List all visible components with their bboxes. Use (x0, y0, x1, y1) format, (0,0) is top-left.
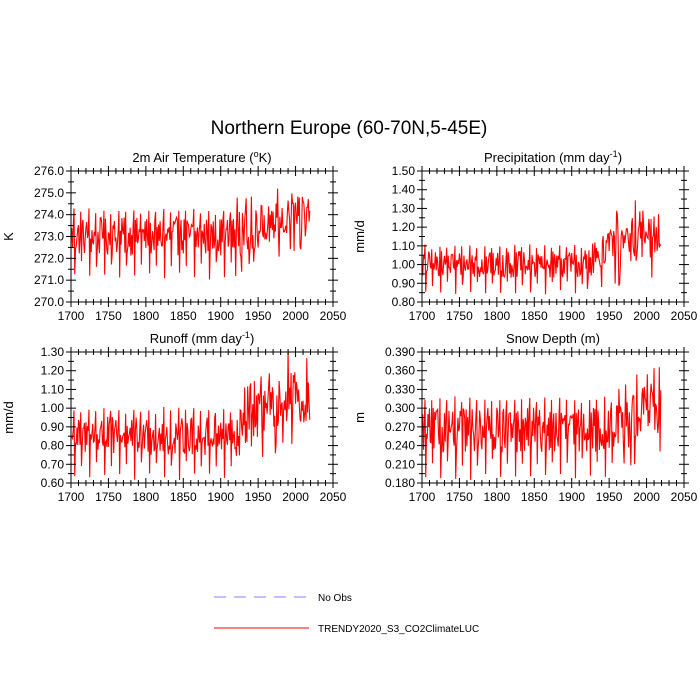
runoff-xtick-label: 1700 (57, 490, 85, 504)
precipitation-xtick-label: 1850 (520, 309, 548, 323)
precipitation-xtick-label: 2050 (670, 309, 698, 323)
precipitation-ytick-label: 1.10 (391, 238, 415, 253)
runoff-ytick-label: 1.20 (40, 363, 64, 378)
temperature-ytick-label: 272.0 (33, 251, 64, 266)
runoff-ytick-label: 0.70 (40, 457, 64, 472)
runoff-title (150, 330, 255, 346)
legend-label-no-obs: No Obs (318, 593, 352, 604)
snow-depth-title (506, 331, 600, 346)
snow-depth-ylabel: m (352, 412, 367, 423)
precipitation-ytick-label: 1.50 (391, 164, 415, 178)
runoff-xtick-label: 1800 (132, 490, 160, 504)
runoff-xtick-label: 2050 (319, 490, 347, 504)
snow-depth-title-main: Snow Depth (m) (506, 331, 600, 346)
temperature-xtick-label: 2000 (282, 309, 309, 323)
snow-depth-xtick-label: 1900 (558, 490, 586, 504)
temperature-xtick-label: 1750 (95, 309, 122, 323)
precipitation-title-tail: ) (617, 150, 623, 165)
precipitation-xtick-label: 1800 (483, 309, 511, 323)
temperature-xtick-label: 2050 (319, 309, 347, 323)
precipitation-xtick-label: 1750 (446, 309, 473, 323)
precipitation-xtick-label: 2000 (633, 309, 660, 323)
snow-depth-ytick-label: 0.180 (384, 476, 415, 490)
temperature-xtick-label: 1850 (169, 309, 197, 323)
precipitation-xtick-label: 1700 (408, 309, 436, 323)
temperature-ytick-label: 273.0 (33, 229, 64, 244)
runoff-xtick-label: 1850 (169, 490, 197, 504)
snow-depth-xtick-label: 1700 (408, 490, 436, 504)
runoff-ytick-label: 1.10 (40, 382, 64, 397)
legend-label-trendy: TRENDY2020_S3_CO2ClimateLUC (318, 624, 480, 635)
temperature-xtick-label: 1950 (244, 309, 272, 323)
snow-depth-xtick-label: 2050 (670, 490, 698, 504)
precipitation-xtick-label: 1950 (595, 309, 623, 323)
snow-depth-xtick-label: 2000 (633, 490, 660, 504)
runoff-ylabel: mm/d (1, 401, 16, 434)
precipitation-ytick-label: 1.20 (391, 220, 415, 235)
precipitation-series-0 (423, 200, 661, 294)
runoff-ytick-label: 1.30 (40, 345, 64, 359)
snow-depth-xtick-label: 1850 (520, 490, 548, 504)
snow-depth-ytick-label: 0.300 (384, 401, 415, 416)
snow-depth-ytick-label: 0.360 (384, 363, 415, 378)
precipitation-ytick-label: 1.40 (391, 182, 415, 197)
temperature-xtick-label: 1700 (57, 309, 85, 323)
temperature-ytick-label: 276.0 (33, 164, 64, 178)
precipitation-frame (422, 171, 684, 302)
precipitation-title-main: Precipitation (mm day (483, 150, 610, 165)
snow-depth-xtick-label: 1800 (483, 490, 511, 504)
temperature-xtick-label: 1900 (207, 309, 235, 323)
snow-depth-series-0 (423, 367, 661, 480)
precipitation-ylabel: mm/d (352, 220, 367, 253)
temperature-ylabel: K (1, 232, 16, 241)
runoff-ytick-label: 0.90 (40, 419, 64, 434)
panel-temperature (1, 149, 347, 323)
temperature-title (132, 149, 271, 165)
runoff-ytick-label: 0.60 (40, 476, 64, 490)
temperature-ytick-label: 270.0 (33, 295, 64, 309)
precipitation-ytick-label: 1.00 (391, 257, 415, 272)
snow-depth-ytick-label: 0.390 (384, 345, 415, 359)
panel-snow-depth (352, 331, 698, 504)
runoff-xtick-label: 1750 (95, 490, 122, 504)
runoff-series-0 (72, 350, 310, 480)
runoff-xtick-label: 2000 (282, 490, 309, 504)
legend (214, 593, 479, 635)
runoff-ytick-label: 1.00 (40, 401, 64, 416)
snow-depth-xtick-label: 1750 (446, 490, 473, 504)
snow-depth-ytick-label: 0.330 (384, 382, 415, 397)
snow-depth-ytick-label: 0.210 (384, 457, 415, 472)
panel-precipitation (352, 149, 698, 323)
temperature-title-main: 2m Air Temperature ( (132, 150, 254, 165)
runoff-ytick-label: 0.80 (40, 438, 64, 453)
precipitation-ytick-label: 1.30 (391, 201, 415, 216)
precipitation-ytick-label: 0.80 (391, 295, 415, 309)
runoff-title-main: Runoff (mm day (149, 331, 242, 346)
temperature-ytick-label: 271.0 (33, 273, 64, 288)
snow-depth-ytick-label: 0.270 (384, 419, 415, 434)
temperature-title-sup: o (253, 149, 259, 159)
temperature-ytick-label: 274.0 (33, 207, 64, 222)
snow-depth-ytick-label: 0.240 (384, 438, 415, 453)
snow-depth-xtick-label: 1950 (595, 490, 623, 504)
precipitation-xtick-label: 1900 (558, 309, 586, 323)
temperature-ytick-label: 275.0 (33, 185, 64, 200)
precipitation-title (484, 149, 622, 165)
figure-title: Northern Europe (60-70N,5-45E) (210, 118, 488, 139)
precipitation-title-sup: -1 (609, 149, 618, 159)
temperature-xtick-label: 1800 (132, 309, 160, 323)
panels (1, 149, 698, 504)
runoff-xtick-label: 1900 (207, 490, 235, 504)
runoff-xtick-label: 1950 (244, 490, 272, 504)
temperature-title-tail: K) (258, 150, 272, 165)
precipitation-ytick-label: 0.90 (391, 276, 415, 291)
temperature-series-0 (72, 189, 310, 280)
panel-runoff (1, 330, 347, 504)
runoff-title-sup: -1 (241, 330, 250, 340)
runoff-title-tail: ) (249, 331, 255, 346)
